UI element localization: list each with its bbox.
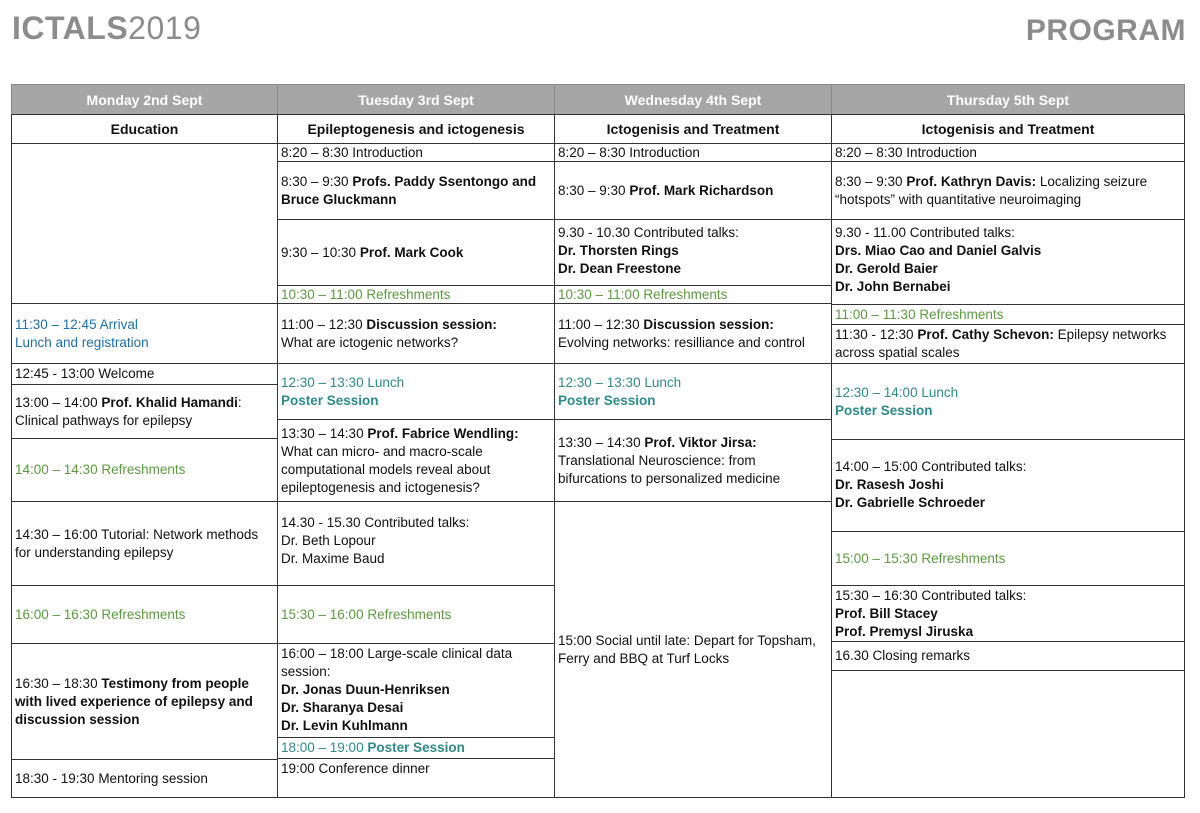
thursday-session-schevon [831, 324, 1185, 364]
tuesday-data-session [277, 643, 555, 738]
wednesday-lunch [554, 363, 832, 420]
arrival-text: 11:30 – 12:45 Arrival [15, 316, 138, 332]
contributed-speaker: Prof. Premysl Jiruska [835, 624, 974, 639]
contributed-label: 9.30 - 10.30 Contributed talks: [558, 225, 739, 240]
monday-tutorial: 14:30 – 16:00 Tutorial: Network methods for understanding epilepsy [11, 501, 278, 586]
session-time: 13:00 – 14:00 [15, 394, 102, 410]
tuesday-session-wendling [277, 419, 555, 502]
tuesday-discussion [277, 303, 555, 364]
brand-name: ICTALS [12, 10, 129, 46]
refreshments-text: 11:00 – 11:30 Refreshments [835, 306, 1004, 322]
session-topic: What can micro- and macro-scale computational models reveal about epileptogenesis and ictogenesis? [281, 443, 491, 495]
tuesday-dinner: 19:00 Conference dinner [277, 758, 555, 798]
thursday-refreshments-1 [831, 304, 1185, 325]
tuesday-introduction: 8:20 – 8:30 Introduction [277, 143, 555, 162]
contributed-label: 9.30 - 11.00 Contributed talks: [835, 225, 1015, 240]
monday-session-hamandi [11, 384, 278, 439]
contributed-label: 15:30 – 16:30 Contributed talks: [835, 588, 1027, 603]
theme-tuesday: Epileptogenesis and ictogenesis [277, 114, 555, 144]
session-time: 11:30 - 12:30 [835, 327, 918, 342]
data-speaker: Dr. Levin Kuhlmann [281, 718, 408, 733]
contributed-speaker: Dr. Dean Freestone [558, 261, 682, 276]
session-topic: Translational Neuroscience: from bifurcations to personalized medicine [558, 452, 781, 486]
contributed-speaker: Dr. Gabrielle Schroeder [835, 495, 986, 510]
wednesday-session-richardson [554, 161, 832, 220]
session-title: Testimony from people with lived experience of epilepsy and discussion session [15, 675, 253, 727]
thursday-closing: 16.30 Closing remarks [831, 641, 1185, 671]
contributed-speaker: Dr. John Bernabei [835, 279, 951, 294]
lunch-text: 12:30 – 13:30 Lunch [558, 374, 682, 390]
session-time: 11:00 – 12:30 [281, 316, 367, 332]
thursday-empty-slot [831, 670, 1185, 798]
monday-welcome: 12:45 - 13:00 Welcome [11, 363, 278, 385]
session-time: 11:00 – 12:30 [558, 316, 644, 332]
poster-session-text: Poster Session [835, 402, 933, 418]
session-label: Discussion session: [643, 316, 774, 332]
data-speaker: Dr. Sharanya Desai [281, 700, 404, 715]
thursday-refreshments-2 [831, 531, 1185, 586]
day-header-monday: Monday 2nd Sept [11, 84, 278, 115]
monday-refreshments-1 [11, 438, 278, 502]
day-header-wednesday: Wednesday 4th Sept [554, 84, 832, 115]
thursday-introduction: 8:20 – 8:30 Introduction [831, 143, 1185, 162]
tuesday-session-cook [277, 219, 555, 286]
wednesday-refreshments-1 [554, 285, 832, 304]
speaker-name: Profs. Paddy Ssentongo and Bruce Gluckmann [281, 173, 537, 207]
session-time: 8:30 – 9:30 [558, 182, 630, 198]
poster-session-text: Poster Session [558, 392, 656, 408]
session-topic: Localizing seizure “hotspots” with quantitative neuroimaging [835, 173, 1148, 207]
session-label: Discussion session: [366, 316, 497, 332]
thursday-contributed-talks-3 [831, 585, 1185, 642]
monday-arrival [11, 303, 278, 364]
monday-empty-slot [11, 143, 278, 304]
speaker-colon: : [237, 394, 242, 410]
refreshments-text: 16:00 – 16:30 Refreshments [15, 606, 186, 622]
schedule-table [11, 84, 1185, 798]
session-topic: Evolving networks: resilliance and control [558, 334, 805, 350]
tuesday-contributed-talks [277, 501, 555, 586]
session-topic: Clinical pathways for epilepsy [15, 412, 193, 428]
thursday-session-davis [831, 161, 1185, 220]
thursday-contributed-talks-2 [831, 439, 1185, 532]
speaker-name: Prof. Kathryn Davis: [906, 173, 1037, 189]
theme-thursday: Ictogenisis and Treatment [831, 114, 1185, 144]
session-time: 9:30 – 10:30 [281, 244, 360, 260]
refreshments-text: 10:30 – 11:00 Refreshments [281, 286, 451, 302]
tuesday-session-ssentongo [277, 161, 555, 220]
monday-mentoring: 18:30 - 19:30 Mentoring session [11, 759, 278, 798]
refreshments-text: 14:00 – 14:30 Refreshments [15, 462, 186, 477]
speaker-name: Prof. Cathy Schevon: [917, 327, 1054, 342]
wednesday-session-jirsa [554, 419, 832, 502]
session-time: 16:30 – 18:30 [15, 675, 102, 691]
tuesday-refreshments-2 [277, 585, 555, 644]
speaker-name: Prof. Fabrice Wendling: [367, 425, 519, 441]
refreshments-text: 15:30 – 16:00 Refreshments [281, 606, 452, 622]
contributed-speaker: Dr. Maxime Baud [281, 551, 385, 566]
tuesday-refreshments-1 [277, 285, 555, 304]
speaker-name: Prof. Viktor Jirsa: [644, 434, 757, 450]
contributed-label: 14.30 - 15.30 Contributed talks: [281, 515, 470, 530]
contributed-speaker: Prof. Bill Stacey [835, 606, 938, 621]
brand-title [12, 10, 201, 47]
contributed-label: 14:00 – 15:00 Contributed talks: [835, 459, 1027, 474]
session-time: 18:00 – 19:00 [281, 740, 368, 755]
lunch-text: 12:30 – 13:30 Lunch [281, 374, 405, 390]
session-topic: Epilepsy networks across spatial scales [835, 327, 1167, 360]
session-title: 16:00 – 18:00 Large-scale clinical data session: [281, 646, 513, 679]
wednesday-discussion [554, 303, 832, 364]
refreshments-text: 10:30 – 11:00 Refreshments [558, 286, 728, 302]
data-speaker: Dr. Jonas Duun-Henriksen [281, 682, 450, 697]
contributed-speaker: Dr. Thorsten Rings [558, 243, 679, 258]
session-time: 8:30 – 9:30 [281, 173, 353, 189]
wednesday-introduction: 8:20 – 8:30 Introduction [554, 143, 832, 162]
day-header-tuesday: Tuesday 3rd Sept [277, 84, 555, 115]
refreshments-text: 15:00 – 15:30 Refreshments [835, 550, 1006, 566]
monday-refreshments-2 [11, 585, 278, 644]
contributed-speaker: Dr. Beth Lopour [281, 533, 376, 548]
contributed-speaker: Drs. Miao Cao and Daniel Galvis [835, 243, 1042, 258]
lunch-registration-text: Lunch and registration [15, 334, 149, 350]
speaker-name: Prof. Khalid Hamandi [101, 394, 238, 410]
lunch-text: 12:30 – 14:00 Lunch [835, 384, 959, 400]
monday-testimony [11, 643, 278, 760]
poster-session-text: Poster Session [367, 740, 465, 755]
session-time: 8:30 – 9:30 [835, 173, 907, 189]
session-topic: What are ictogenic networks? [281, 334, 459, 350]
poster-session-text: Poster Session [281, 392, 379, 408]
wednesday-social: 15:00 Social until late: Depart for Topsham, Ferry and BBQ at Turf Locks [554, 501, 832, 798]
thursday-contributed-talks [831, 219, 1185, 305]
brand-year: 2019 [128, 10, 202, 46]
tuesday-poster-session [277, 737, 555, 759]
contributed-speaker: Dr. Rasesh Joshi [835, 477, 944, 492]
contributed-speaker: Dr. Gerold Baier [835, 261, 938, 276]
session-time: 13:30 – 14:30 [558, 434, 645, 450]
speaker-name: Prof. Mark Cook [359, 244, 464, 260]
theme-wednesday: Ictogenisis and Treatment [554, 114, 832, 144]
thursday-lunch [831, 363, 1185, 440]
session-time: 13:30 – 14:30 [281, 425, 368, 441]
program-title: PROGRAM [1025, 14, 1186, 47]
speaker-name: Prof. Mark Richardson [629, 182, 774, 198]
theme-monday: Education [11, 114, 278, 144]
wednesday-contributed-talks [554, 219, 832, 286]
day-header-thursday: Thursday 5th Sept [831, 84, 1185, 115]
tuesday-lunch [277, 363, 555, 420]
